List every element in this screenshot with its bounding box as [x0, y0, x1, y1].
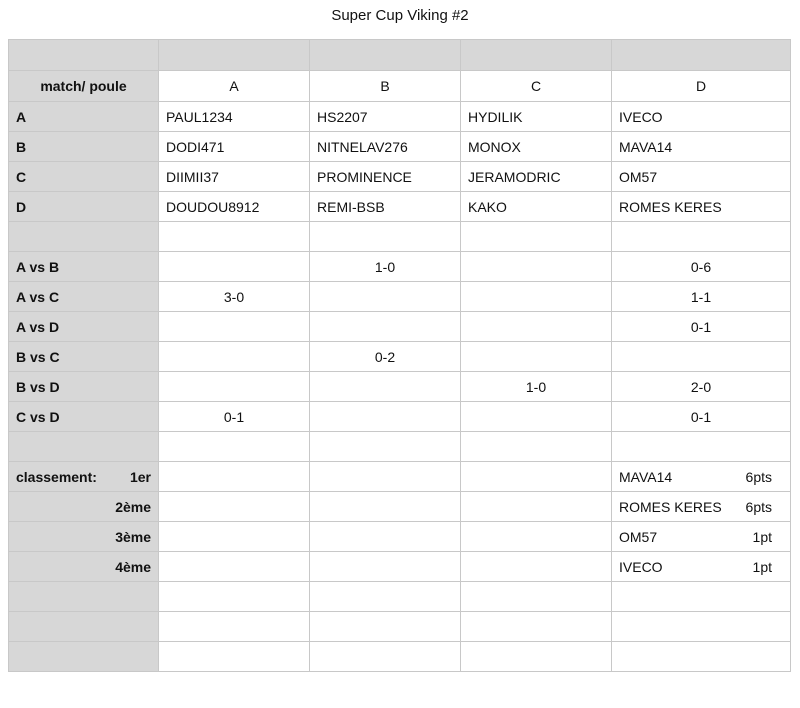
team-cell[interactable]: OM57: [612, 162, 791, 192]
ranking-points: 1pt: [752, 528, 772, 545]
ranking-cell[interactable]: [612, 492, 791, 522]
ranking-points: 6pts: [745, 468, 772, 485]
cell[interactable]: [612, 612, 791, 642]
blank-row: [9, 582, 791, 612]
cell[interactable]: [159, 40, 310, 71]
ranking-row: [9, 522, 791, 552]
score-cell[interactable]: 0-1: [612, 312, 791, 342]
cell[interactable]: [612, 40, 791, 71]
rank-label[interactable]: 4ème: [9, 552, 159, 582]
row-label[interactable]: A: [9, 102, 159, 132]
rank-label[interactable]: 3ème: [9, 522, 159, 552]
ranking-points: 6pts: [745, 498, 772, 515]
team-cell[interactable]: HS2207: [310, 102, 461, 132]
ranking-row: [9, 462, 791, 492]
score-cell[interactable]: [159, 342, 310, 372]
score-cell[interactable]: [461, 342, 612, 372]
match-row: [9, 282, 791, 312]
ranking-team: OM57: [619, 528, 658, 545]
poule-header-d[interactable]: D: [612, 71, 791, 102]
team-cell[interactable]: MAVA14: [612, 132, 791, 162]
cell[interactable]: [159, 582, 310, 612]
cell[interactable]: [310, 642, 461, 672]
match-row: [9, 312, 791, 342]
cell[interactable]: [159, 552, 310, 582]
score-cell[interactable]: [310, 282, 461, 312]
ranking-row: [9, 492, 791, 522]
match-label[interactable]: A vs B: [9, 252, 159, 282]
team-cell[interactable]: PAUL1234: [159, 102, 310, 132]
score-cell[interactable]: 1-1: [612, 282, 791, 312]
ranking-points: 1pt: [752, 558, 772, 575]
score-cell[interactable]: 3-0: [159, 282, 310, 312]
ranking-cell[interactable]: [612, 552, 791, 582]
cell[interactable]: [461, 222, 612, 252]
match-row: [9, 402, 791, 432]
ranking-team: ROMES KERES: [619, 498, 722, 515]
header-band-row: [9, 40, 791, 71]
match-label[interactable]: B vs C: [9, 342, 159, 372]
score-cell[interactable]: 2-0: [612, 372, 791, 402]
cell[interactable]: [159, 462, 310, 492]
poule-header-b[interactable]: B: [310, 71, 461, 102]
team-row: [9, 192, 791, 222]
cell[interactable]: [310, 222, 461, 252]
blank-row: [9, 642, 791, 672]
score-cell[interactable]: [159, 372, 310, 402]
sheet-title: Super Cup Viking #2: [331, 7, 469, 24]
team-cell[interactable]: JERAMODRIC: [461, 162, 612, 192]
row-label[interactable]: [9, 642, 159, 672]
score-cell[interactable]: 1-0: [461, 372, 612, 402]
cell[interactable]: [310, 432, 461, 462]
cell[interactable]: [612, 432, 791, 462]
team-cell[interactable]: MONOX: [461, 132, 612, 162]
score-cell[interactable]: 0-1: [159, 402, 310, 432]
score-cell[interactable]: [461, 252, 612, 282]
score-cell[interactable]: [310, 372, 461, 402]
ranking-team: MAVA14: [619, 468, 673, 485]
match-row: [9, 342, 791, 372]
ranking-team: IVECO: [619, 558, 663, 575]
cell[interactable]: [461, 582, 612, 612]
ranking-label-cell[interactable]: [9, 462, 159, 492]
score-cell[interactable]: [612, 342, 791, 372]
cell[interactable]: [159, 642, 310, 672]
cell[interactable]: [159, 432, 310, 462]
row-label[interactable]: B: [9, 132, 159, 162]
ranking-row: [9, 552, 791, 582]
ranking-cell[interactable]: [612, 462, 791, 492]
blank-row: [9, 222, 791, 252]
match-label[interactable]: A vs C: [9, 282, 159, 312]
team-cell[interactable]: DODI471: [159, 132, 310, 162]
row-label[interactable]: [9, 432, 159, 462]
match-label[interactable]: B vs D: [9, 372, 159, 402]
blank-row: [9, 432, 791, 462]
score-cell[interactable]: 1-0: [310, 252, 461, 282]
score-cell[interactable]: [461, 282, 612, 312]
cell[interactable]: [310, 552, 461, 582]
cell[interactable]: [612, 642, 791, 672]
match-label[interactable]: A vs D: [9, 312, 159, 342]
column-header-row: [9, 71, 791, 102]
score-cell[interactable]: 0-6: [612, 252, 791, 282]
team-cell[interactable]: HYDILIK: [461, 102, 612, 132]
blank-row: [9, 612, 791, 642]
row-label[interactable]: [9, 582, 159, 612]
cell[interactable]: [159, 522, 310, 552]
cell[interactable]: [461, 642, 612, 672]
team-row: [9, 102, 791, 132]
team-cell[interactable]: IVECO: [612, 102, 791, 132]
row-label[interactable]: [9, 612, 159, 642]
cell[interactable]: [310, 492, 461, 522]
poule-header-c[interactable]: C: [461, 71, 612, 102]
cell[interactable]: [310, 40, 461, 71]
team-cell[interactable]: ROMES KERES: [612, 192, 791, 222]
results-table: [8, 39, 791, 672]
score-cell[interactable]: [461, 312, 612, 342]
cell[interactable]: [461, 552, 612, 582]
cell[interactable]: [159, 492, 310, 522]
poule-header-a[interactable]: A: [159, 71, 310, 102]
classement-label: classement:: [16, 468, 97, 485]
row-label[interactable]: D: [9, 192, 159, 222]
score-cell[interactable]: [310, 402, 461, 432]
cell[interactable]: [461, 40, 612, 71]
cell[interactable]: [461, 492, 612, 522]
cell[interactable]: [310, 522, 461, 552]
score-cell[interactable]: [159, 312, 310, 342]
match-row: [9, 252, 791, 282]
cell[interactable]: [461, 612, 612, 642]
match-label[interactable]: C vs D: [9, 402, 159, 432]
team-cell[interactable]: DIIMII37: [159, 162, 310, 192]
cell[interactable]: [612, 582, 791, 612]
team-cell[interactable]: KAKO: [461, 192, 612, 222]
corner-label[interactable]: match/ poule: [9, 71, 159, 102]
cell[interactable]: [310, 582, 461, 612]
cell[interactable]: [461, 432, 612, 462]
team-cell[interactable]: NITNELAV276: [310, 132, 461, 162]
cell[interactable]: [612, 222, 791, 252]
cell[interactable]: [159, 612, 310, 642]
match-row: [9, 372, 791, 402]
team-row: [9, 162, 791, 192]
cell[interactable]: [159, 222, 310, 252]
team-row: [9, 132, 791, 162]
score-cell[interactable]: [159, 252, 310, 282]
cell[interactable]: [310, 612, 461, 642]
cell[interactable]: [310, 462, 461, 492]
score-cell[interactable]: 0-2: [310, 342, 461, 372]
score-cell[interactable]: [461, 402, 612, 432]
row-label[interactable]: C: [9, 162, 159, 192]
team-cell[interactable]: DOUDOU8912: [159, 192, 310, 222]
cell[interactable]: [461, 522, 612, 552]
rank-label[interactable]: 2ème: [9, 492, 159, 522]
rank-label: 1er: [129, 468, 151, 485]
row-label[interactable]: [9, 222, 159, 252]
team-cell[interactable]: PROMINENCE: [310, 162, 461, 192]
ranking-cell[interactable]: [612, 522, 791, 552]
team-cell[interactable]: REMI-BSB: [310, 192, 461, 222]
cell[interactable]: [9, 40, 159, 71]
score-cell[interactable]: [310, 312, 461, 342]
score-cell[interactable]: 0-1: [612, 402, 791, 432]
cell[interactable]: [461, 462, 612, 492]
